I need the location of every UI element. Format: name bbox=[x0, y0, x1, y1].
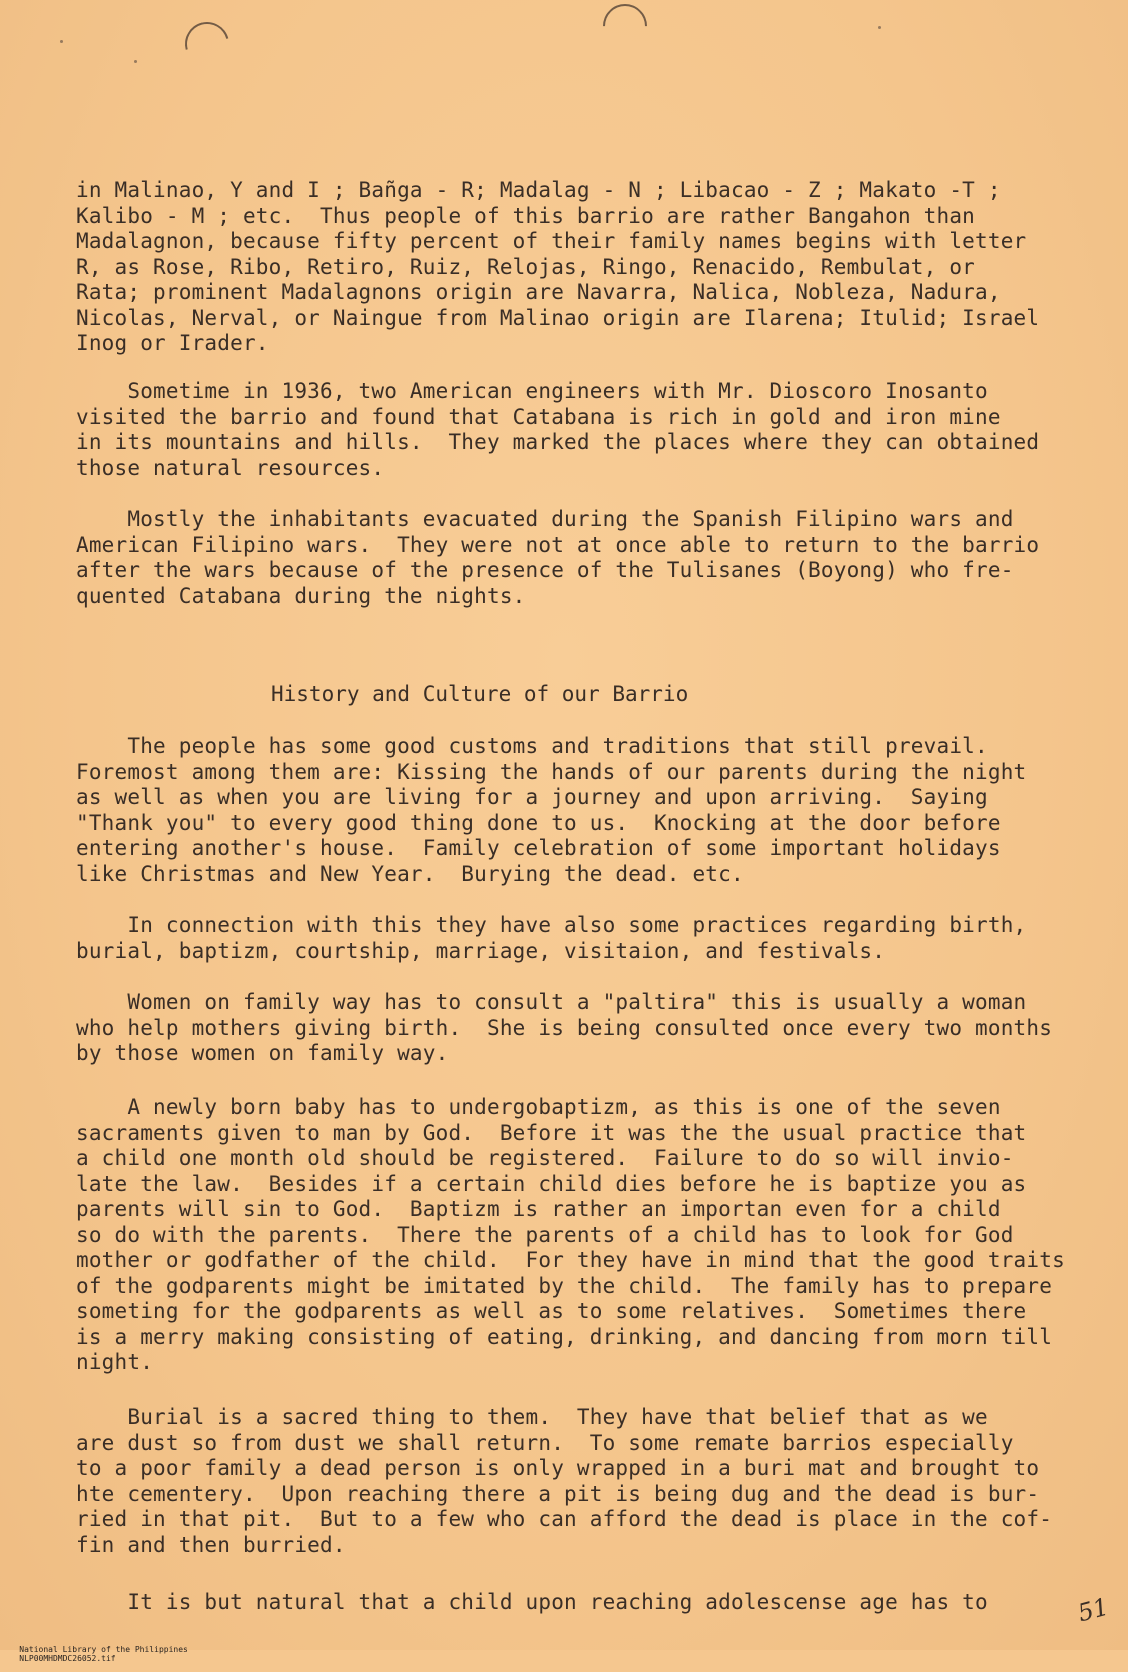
paragraph-practices: In connection with this they have also some practices regarding birth, burial, baptizm, courtship, marriage, visitaion, and festivals. bbox=[76, 913, 1027, 963]
footer-file: NLP00MHDMDC26052.tif bbox=[19, 1654, 116, 1663]
paper-speck bbox=[60, 40, 63, 43]
paragraph-mines: Sometime in 1936, two American engineers with Mr. Dioscoro Inosanto visited the barrio and found that Catabana is rich in gold and iron mine in its mountains and hills. They marked the places where they can obtained those natural resources. bbox=[76, 379, 1040, 480]
paragraph-wars: Mostly the inhabitants evacuated during the Spanish Filipino wars and American Filipino wars. They were not at once able to return to the barrio after the wars because of the presence of the Tulisanes (Boyong) who fre- quented Catabana during the nights. bbox=[76, 507, 1040, 608]
page-number: 51 bbox=[1074, 1592, 1112, 1628]
paragraph-origins: in Malinao, Y and I ; Bañga - R; Madalag - N ; Libacao - Z ; Makato -T ; Kalibo - M ; etc. Thus people of this barrio are rather Bangahon than Madalagnon, because fifty percent of their family names begins with letter R, as Rose, Ribo, Retiro, Ruiz, Relojas, Ringo, Renacido, Rembulat, or Rata; prominent Madalagnons origin are Navarra, Nalica, Nobleza, Nadura, Nicolas, Nerval, or Naingue from Malinao origin are Ilarena; Itulid; Israel Inog or Irader. bbox=[76, 178, 1040, 355]
paper-speck bbox=[878, 26, 881, 29]
paragraph-burial: Burial is a sacred thing to them. They have that belief that as we are dust so from dust we shall return. To some remate barrios especially to a poor family a dead person is only wrapped in a buri mat and brought to hte cementery. Upon reaching there a pit is being dug and the dead is bur- ried in that pit. But to a few who can afford the dead is place in the cof- fin and then burried. bbox=[76, 1405, 1053, 1557]
paragraph-adolescence: It is but natural that a child upon reaching adolescense age has to bbox=[76, 1590, 988, 1614]
paper-speck bbox=[134, 60, 137, 63]
section-heading: History and Culture of our Barrio bbox=[271, 682, 689, 706]
paragraph-birth: Women on family way has to consult a "paltira" this is usually a woman who help mothers giving birth. She is being consulted once every two months by those women on family way. bbox=[76, 990, 1053, 1065]
paragraph-baptism: A newly born baby has to undergobaptizm, as this is one of the seven sacraments given to man by God. Before it was the the usual practice that a child one month old should be registered. Failure to do so will invio- late the law. Besides if a certain child dies before he is baptize you as parents will sin to God. Baptizm is rather an importan even for a child so do with the parents. There the parents of a child has to look for God mother or godfather of the child. For they have in mind that the good traits of the godparents might be imitated by the child. The family has to prepare someting for the godparents as well as to some relatives. Sometimes there is a merry making consisting of eating, drinking, and dancing from morn till night. bbox=[76, 1095, 1065, 1374]
footer-library: National Library of the Philippines bbox=[19, 1645, 188, 1654]
paragraph-customs: The people has some good customs and traditions that still prevail. Foremost among them are: Kissing the hands of our parents during the night as well as when you are living for a journey and upon arriving. Saying "Thank you" to every good thing done to us. Knocking at the door before entering another's house. Family celebration of some important holidays like Christmas and New Year. Burying the dead. etc. bbox=[76, 734, 1027, 886]
scan-footer bbox=[0, 1636, 206, 1672]
punch-hole-right bbox=[594, 0, 656, 57]
punch-hole-left bbox=[177, 14, 237, 74]
